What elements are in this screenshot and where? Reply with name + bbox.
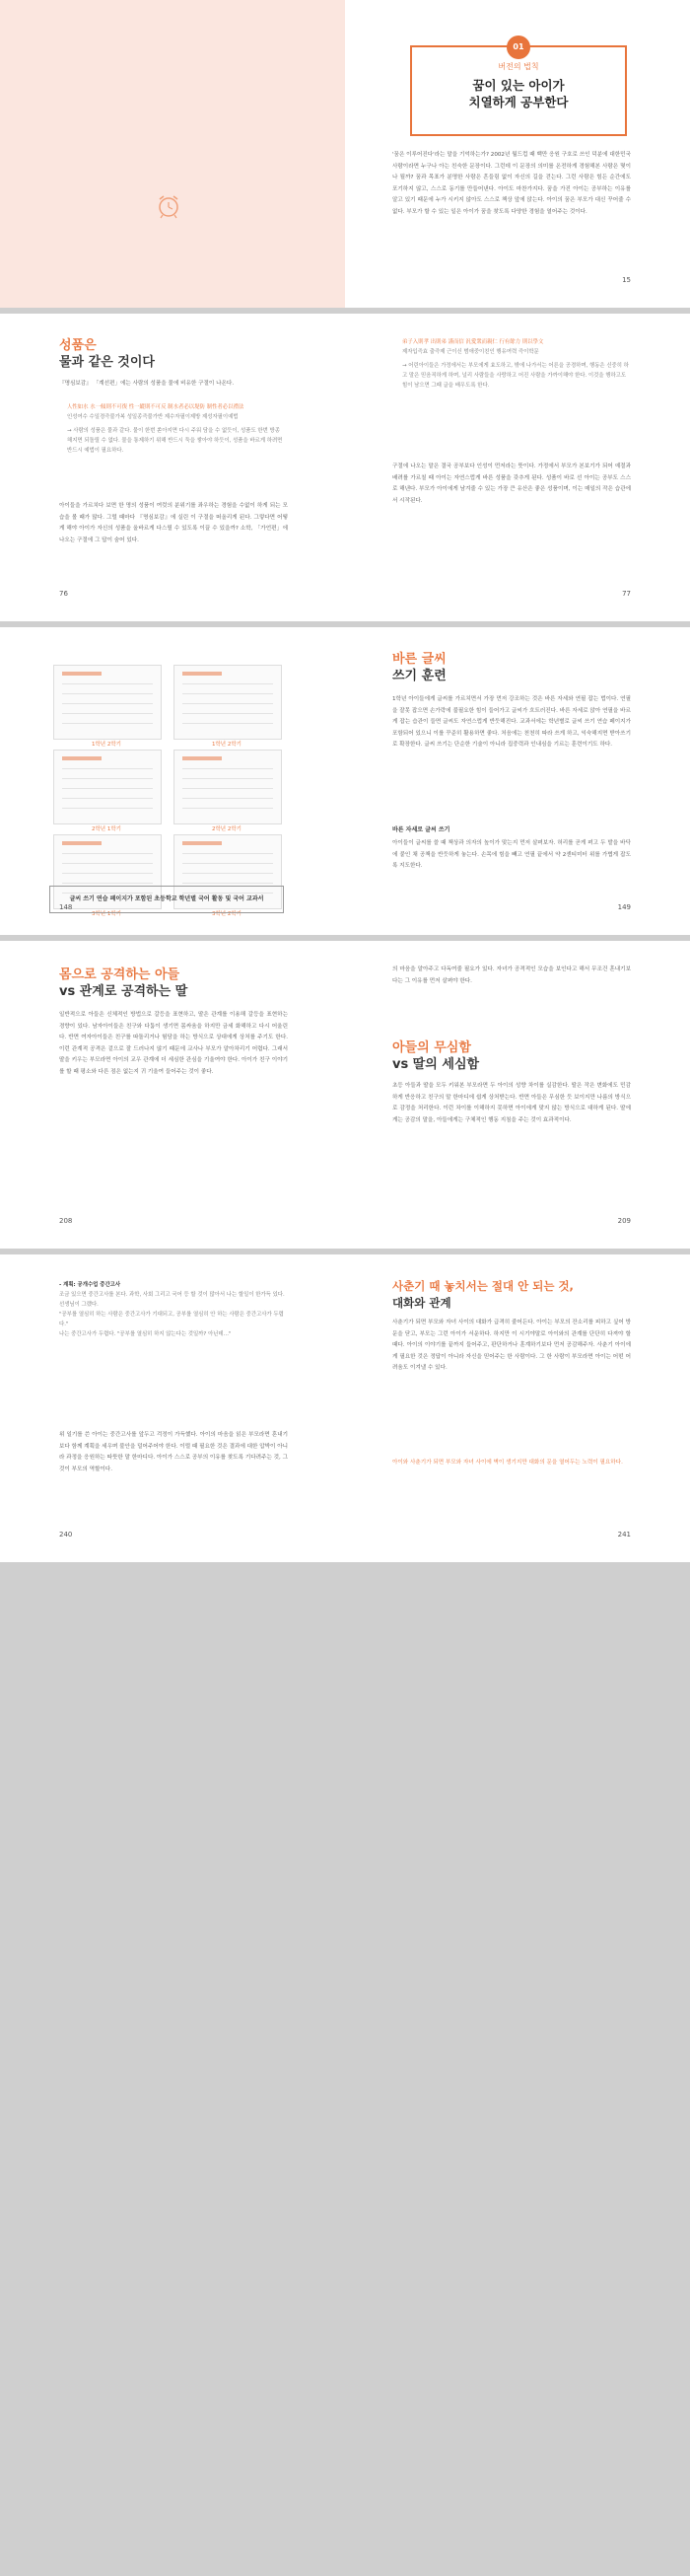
body-text: 아이들을 가르치다 보면 한 명의 성품이 여럿의 분위기를 좌우하는 경험을 수없이 하게 되는 모습을 볼 때가 많다. 그럴 때마다 『명심보감』에 실린 이 구절을 떠올리게 된다. 그렇다면 어떻게 해야 아이가 자신의 성품을 올바르게 다스릴 수 있도록 이끌 수 있을까? 소학, 「가언편」에 나오는 구절에 그 답이 숨어 있다. [59,503,288,543]
diary-line: 조금 있으면 중간고사를 본다. 과학, 사회 그리고 국어 등 할 것이 많아서 나는 할일이 한가득 있다. [59,1292,285,1298]
textbook-thumbnail [53,750,162,824]
heading-line-1: 아들의 무심함 [392,1040,471,1055]
quote-hanja: 人性如水 水一傾則不可復 性一縱則不可反 制水者必以堤防 制性者必以禮法 [67,404,244,410]
right-page [345,314,690,621]
body-text: 1학년 아이들에게 글씨를 가르치면서 가장 먼저 강조하는 것은 바른 자세와 연필 잡는 법이다. 연필을 잘못 잡으면 손가락에 불필요한 힘이 들어가고 글씨가 흐트러진다. 바른 자세로 앉아 연필을 바르게 잡는 습관이 들면 글씨도 자연스럽게 반듯해진다. 교과서에는 학년별로 글씨 쓰기 연습 페이지가 포함되어 있으니 이를 꾸준히 활용하면 좋다. 처음에는 천천히 따라 쓰게 하고, 익숙해지면 받아쓰기로 확장한다. 글씨 쓰기는 단순한 기술이 아니라 집중력과 인내심을 기르는 훈련이기도 하다. [392,696,631,748]
heading-line-1: 성품은 [59,338,97,353]
chapter-title [412,77,625,110]
section-heading [392,1039,479,1073]
chapter-badge: 01 [507,36,530,59]
chapter-title-line-1: 꿈이 있는 아이가 [472,78,565,93]
body-text: 사춘기가 되면 부모와 자녀 사이의 대화가 급격히 줄어든다. 아이는 부모의 잔소리를 피하고 싶어 방문을 닫고, 부모는 그런 아이가 서운하다. 하지만 이 시기야말로 아이와의 관계를 단단히 다져야 할 때다. 아이의 이야기를 끝까지 들어주고, 판단하거나 훈계하기보다 먼저 공감해주자. 사춘기 아이에게 필요한 것은 정답이 아니라 자신을 믿어주는 한 사람이다. 그 한 사람이 부모라면 아이는 어떤 어려움도 이겨낼 수 있다. [392,1320,631,1371]
right-page [345,941,690,1249]
spread-2 [0,314,690,621]
heading-line-2: 쓰기 훈련 [392,669,447,683]
thumbnail-caption: 1학년 2학기 [92,742,121,748]
textbook-thumbnail [173,750,282,824]
left-page [0,314,345,621]
chapter-title-line-2: 치열하게 공부한다 [468,95,569,109]
alarm-clock-icon [156,193,181,219]
page-number: 77 [622,590,631,598]
right-page [345,627,690,935]
body-text: 의 마음을 알아주고 다독여줄 필요가 있다. 자녀가 공격적인 모습을 보인다고 해서 무조건 혼내기보다는 그 이유를 먼저 살펴야 한다. [392,966,631,984]
page-number: 241 [617,1531,631,1538]
heading-line-2: 물과 같은 것이다 [59,355,155,370]
diary-line: 선생님이 그랬다. [59,1302,99,1308]
chapter-subtitle: 버전의 법칙 [498,62,539,71]
subheading: 바른 자세로 글씨 쓰기 [392,826,450,833]
quote-translation: → 어린아이들은 가정에서는 부모에게 효도하고, 밖에 나가서는 어른을 공경하며, 행동은 신중히 하고 말은 믿음직하게 하며, 널리 사람들을 사랑하고 어진 사람을 가까이해야 한다. 이것을 행하고도 힘이 남으면 그때 글을 배우도록 한다. [402,363,629,389]
thumbnail-caption: 2학년 2학기 [212,826,242,832]
section-heading [59,337,155,371]
left-page [0,941,345,1249]
diary-block [59,1280,288,1339]
page-number: 149 [617,903,631,911]
page-number: 15 [622,276,631,284]
quote-translation: → 사람의 성품은 물과 같다. 물이 한번 쏟아지면 다시 주워 담을 수 없듯이, 성품도 한번 방종해지면 되돌릴 수 없다. 물을 통제하기 위해 반드시 둑을 쌓아야 하듯이, 성품을 바르게 하려면 반드시 예법이 필요하다. [67,428,283,454]
section-heading [392,1278,574,1312]
spread-4 [0,941,690,1249]
thumbnail-caption: 3학년 2학기 [212,911,242,917]
highlight-text: 아이와 사춘기가 되면 부모와 자녀 사이에 벽이 생기지만 대화의 문을 열어두는 노력이 필요하다. [392,1460,623,1466]
page-number: 208 [59,1217,73,1225]
heading-line-2: 대화와 관계 [392,1296,451,1310]
heading-line-1: 몸으로 공격하는 아들 [59,967,180,982]
chapter-title-box [410,42,627,136]
section-heading [59,966,187,1000]
quote-hanja: 弟子入則孝 出則弟 謹而信 汎愛衆而親仁 行有餘力 則以學文 [402,339,544,345]
left-page [0,1254,345,1562]
heading-line-1: 사춘기 때 놓치서는 절대 안 되는 것, [392,1279,574,1293]
thumbnail-caption: 2학년 1학기 [92,826,121,832]
page-number: 240 [59,1531,73,1538]
right-page [345,1254,690,1562]
body-text: 초등 아들과 딸을 모두 키워본 부모라면 두 아이의 성향 차이를 실감한다. 딸은 작은 변화에도 민감하게 반응하고 친구의 말 한마디에 쉽게 상처받는다. 반면 아들은 무심한 듯 보이지만 나름의 방식으로 감정을 처리한다. 이런 차이를 이해하지 못하면 아이에게 맞지 않는 방식으로 대하게 된다. 딸에게는 공감의 말을, 아들에게는 구체적인 행동 지침을 주는 것이 효과적이다. [392,1083,631,1123]
diary-line: "공부를 열심히 하는 사람은 중간고사가 기대되고, 공부를 열심히 안 하는 사람은 중간고사가 두렵다." [59,1312,284,1327]
thumbnail-caption: 3학년 1학기 [92,911,121,917]
page-number: 148 [59,903,73,911]
quote-block [402,337,631,391]
thumbnail-caption: 1학년 2학기 [212,742,242,748]
heading-line-1: 바른 글씨 [392,652,447,667]
left-page-pink [0,0,345,308]
heading-line-2: vs 관계로 공격하는 딸 [59,984,188,999]
quote-block [67,402,284,456]
textbook-thumbnail [53,665,162,740]
diary-line: - 계획: 공개수업 중간고사 [59,1282,121,1288]
page-number: 76 [59,590,68,598]
body-text: 아이들이 글씨를 쓸 때 책상과 의자의 높이가 맞는지 먼저 살펴보자. 허리를 곧게 펴고 두 발을 바닥에 붙인 채 공책을 반듯하게 놓는다. 손목에 힘을 빼고 연필 끝에서 약 2센티미터 위를 가볍게 잡도록 지도한다. [392,840,631,869]
body-text: 일반적으로 아들은 신체적인 방법으로 갈등을 표현하고, 딸은 관계를 이용해 갈등을 표현하는 경향이 있다. 남자아이들은 친구와 다툼이 생기면 몸싸움을 하지만 금세 화해하고 다시 어울린다. 반면 여자아이들은 친구를 따돌리거나 험담을 하는 방식으로 상대에게 상처를 주기도 한다. 이런 관계적 공격은 겉으로 잘 드러나지 않기 때문에 교사나 부모가 알아차리기 어렵다. 그래서 딸을 키우는 부모라면 아이의 교우 관계에 더 세심한 관심을 기울여야 한다. 아이가 친구 이야기를 할 때 평소와 다른 점은 없는지 귀 기울여 들어주는 것이 좋다. [59,1012,288,1075]
textbook-thumbnail [173,665,282,740]
body-text: 구절에 나오는 말은 결국 공부보다 인성이 먼저라는 뜻이다. 가정에서 부모가 본보기가 되어 예절과 배려를 가르칠 때 아이는 자연스럽게 바른 성품을 갖추게 된다. 성품이 바로 선 아이는 공부도 스스로 해낸다. 부모가 아이에게 남겨줄 수 있는 가장 큰 유산은 좋은 성품이며, 이는 매일의 작은 습관에서 시작된다. [392,464,631,504]
quote-reading: 제자입즉효 출즉제 근이신 범애중이친인 행유여력 즉이학문 [402,349,539,355]
spread-5 [0,1254,690,1562]
intro-text: 『명심보감』 「계선편」에는 사람의 성품을 물에 비유한 구절이 나온다. [59,381,235,387]
chapter-intro-text: '꿈은 이루어진다'라는 말을 기억하는가? 2002년 월드컵 때 백만 응원 구호로 쓰인 덕분에 대한민국 사람이라면 누구나 아는 친숙한 문장이다. 그런데 이 문장의 의미를 온전하게 경험해본 사람은 몇이나 될까? 꿈과 목표가 분명한 사람은 흔들림 없이 자신의 길을 걷는다. 그런 사람은 힘든 순간에도 포기하지 않고, 스스로 동기를 만들어낸다. 아이도 마찬가지다. 꿈을 가진 아이는 공부하는 이유를 알고 있기 때문에 누가 시키지 않아도 스스로 책상 앞에 앉는다. 아이의 꿈은 부모가 대신 꾸어줄 수 없다. 부모가 할 수 있는 일은 아이가 꿈을 찾도록 다양한 경험을 열어주는 것이다. [392,152,631,215]
quote-reading: 인성여수 수일경즉불가복 성일종즉불가반 제수자필이제방 제성자필이예법 [67,414,239,420]
left-page [0,627,345,935]
figure-caption: 글씨 쓰기 연습 페이지가 포함된 초등학교 학년별 국어 활동 및 국어 교과서 [49,886,284,913]
diary-line: 나는 중간고사가 두렵다. "공부를 열심히 하지 않는다는 것일까? 아닌데…" [59,1331,232,1337]
spread-3 [0,627,690,935]
body-text: 위 일기를 쓴 아이는 중간고사를 앞두고 걱정이 가득했다. 아이의 마음을 읽은 부모라면 혼내기보다 함께 계획을 세우며 불안을 덜어주어야 한다. 이럴 때 필요한 것은 결과에 대한 압박이 아니라 과정을 응원하는 따뜻한 말 한마디다. 아이가 스스로 공부의 이유를 찾도록 기다려주는 것, 그것이 부모의 역할이다. [59,1432,289,1472]
page-number: 209 [617,1217,631,1225]
heading-line-2: vs 딸의 세심함 [392,1057,480,1072]
section-heading [392,651,447,684]
